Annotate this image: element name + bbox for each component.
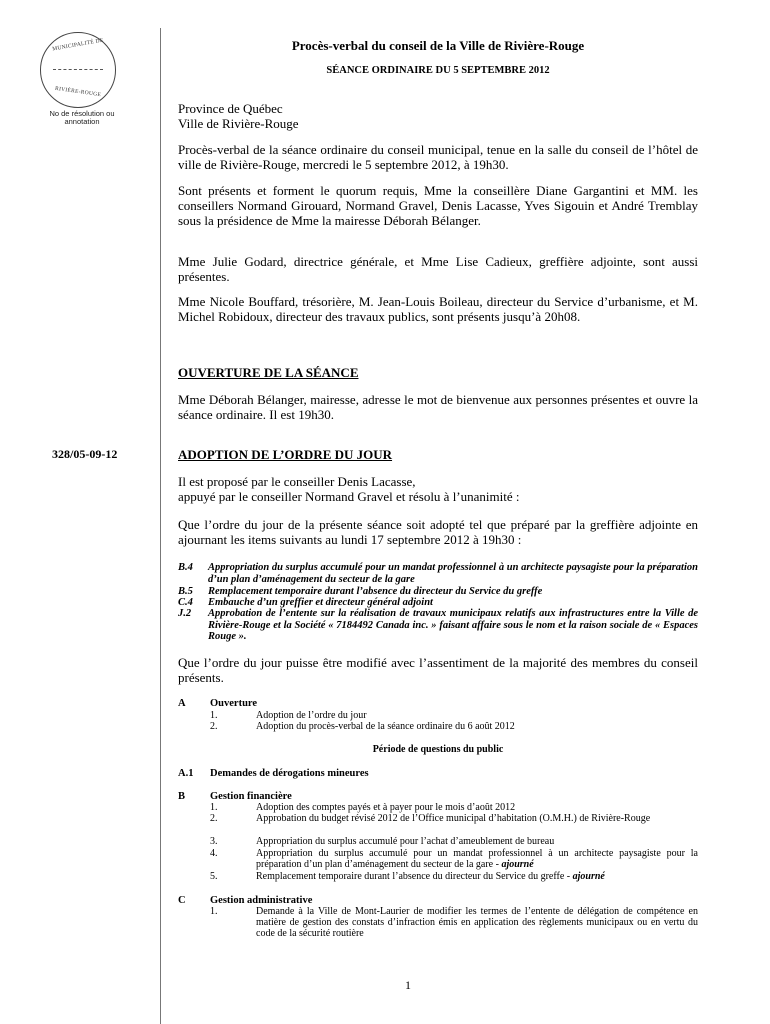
item-text: Appropriation du surplus accumulé pour l’achat d’ameublement de bureau <box>256 836 555 847</box>
page-subtitle: SÉANCE ORDINAIRE DU 5 SEPTEMBRE 2012 <box>326 65 550 76</box>
item-text: Approbation de l’entente sur la réalisation de travaux municipaux relatifs aux infrastructures entre la Ville de Rivière-Rouge et la Société « 7184492 Canada inc. » faisant affaire sous le nom et la raison sociale de « Espaces Rouge ». <box>208 608 698 642</box>
resolution-label: No de résolution ou annotation <box>49 109 115 126</box>
seal-divider <box>53 69 103 70</box>
adoption-heading: ADOPTION DE L’ORDRE DU JOUR <box>178 447 393 462</box>
item-number: 2. <box>210 813 218 824</box>
section-code: A <box>178 698 186 709</box>
item-text: Adoption du procès-verbal de la séance ordinaire du 6 août 2012 <box>256 721 515 732</box>
item-text: Remplacement temporaire durant l’absence du directeur du Service du greffe <box>208 586 543 597</box>
ouverture-heading: OUVERTURE DE LA SÉANCE <box>178 365 359 380</box>
province-line: Province de Québec <box>178 101 283 116</box>
intro-paragraph-4: Mme Nicole Bouffard, trésorière, M. Jean-Louis Boileau, directeur du Service d’urbanisme, et M. Michel Robidoux, directeur des travaux publics, sont présents jusqu’à 20h08. <box>178 294 698 324</box>
item-text: Appropriation du surplus accumulé pour un mandat professionnel à un architecte paysagiste pour la préparation d’un plan d’aménagement du secteur de la gare <box>208 562 698 585</box>
item-number: 4. <box>210 848 218 859</box>
section-title: Gestion administrative <box>210 895 313 906</box>
section-title: Gestion financière <box>210 791 292 802</box>
section-code: B <box>178 791 186 802</box>
item-code: J.2 <box>178 608 192 619</box>
item-code: B.5 <box>178 586 193 597</box>
item-text: Appropriation du surplus accumulé pour un mandat professionnel à un architecte paysagiste pour la préparation d’un plan d’aménagement du secteur de la gare - ajourné <box>256 848 698 870</box>
seconded-by: appuyé par le conseiller Normand Gravel et résolu à l’unanimité : <box>178 489 520 504</box>
intro-paragraph-3: Mme Julie Godard, directrice générale, et Mme Lise Cadieux, greffière adjointe, sont aussi présentes. <box>178 254 698 284</box>
adoption-paragraph-2: Que l’ordre du jour puisse être modifié avec l’assentiment de la majorité des membres du conseil présents. <box>178 655 698 685</box>
item-number: 1. <box>210 710 218 721</box>
item-text: Remplacement temporaire durant l’absence du directeur du Service du greffe - ajourné <box>256 871 605 882</box>
item-number: 1. <box>210 906 218 917</box>
ville-line: Ville de Rivière-Rouge <box>178 116 299 131</box>
resolution-number: 328/05-09-12 <box>52 447 118 461</box>
section-code: C <box>178 895 186 906</box>
item-number: 2. <box>210 721 218 732</box>
margin-rule <box>160 28 161 1024</box>
section-title: Ouverture <box>210 698 258 709</box>
item-text: Adoption de l’ordre du jour <box>256 710 367 721</box>
seal-top-text: MUNICIPALITÉ DE <box>51 37 105 53</box>
item-code: B.4 <box>178 562 193 573</box>
section-code: A.1 <box>178 768 194 779</box>
questions-period: Période de questions du public <box>372 744 504 755</box>
item-number: 1. <box>210 802 218 813</box>
item-code: C.4 <box>178 597 193 608</box>
item-number: 5. <box>210 871 218 882</box>
ouverture-text: Mme Déborah Bélanger, mairesse, adresse le mot de bienvenue aux personnes présentes et ouvre la séance ordinaire. Il est 19h30. <box>178 392 698 422</box>
item-number: 3. <box>210 836 218 847</box>
page-number: 1 <box>405 978 411 992</box>
intro-paragraph-2: Sont présents et forment le quorum requis, Mme la conseillère Diane Gargantini et MM. les conseillers Normand Girouard, Normand Gravel, Denis Lacasse, Yves Sigouin et André Tremblay sous la présidence de Mme la mairesse Déborah Bélanger. <box>178 183 698 228</box>
item-text: Adoption des comptes payés et à payer pour le mois d’août 2012 <box>256 802 516 813</box>
section-title: Demandes de dérogations mineures <box>210 768 369 779</box>
intro-paragraph-1: Procès-verbal de la séance ordinaire du conseil municipal, tenue en la salle du conseil de l’hôtel de ville de Rivière-Rouge, mercredi le 5 septembre 2012, à 19h30. <box>178 142 698 172</box>
adoption-paragraph-1: Que l’ordre du jour de la présente séance soit adopté tel que préparé par la greffière adjointe en ajournant les items suivants au lundi 17 septembre 2012 à 19h30 : <box>178 517 698 547</box>
item-text: Embauche d’un greffier et directeur général adjoint <box>208 597 433 608</box>
municipal-seal-icon <box>40 32 116 108</box>
seal-bottom-text: RIVIÈRE-ROUGE <box>54 85 102 99</box>
item-text: Approbation du budget révisé 2012 de l’Office municipal d’habitation (O.M.H.) de Rivière-Rouge <box>256 813 651 824</box>
item-text: Demande à la Ville de Mont-Laurier de modifier les termes de l’entente de délégation de compétence en matière de gestion des constats d’infraction émis en application des règlements municipaux ou en vertu du code de la sécurité routière <box>256 906 698 939</box>
page-title: Procès-verbal du conseil de la Ville de Rivière-Rouge <box>291 38 585 53</box>
proposed-by: Il est proposé par le conseiller Denis Lacasse, <box>178 474 416 489</box>
